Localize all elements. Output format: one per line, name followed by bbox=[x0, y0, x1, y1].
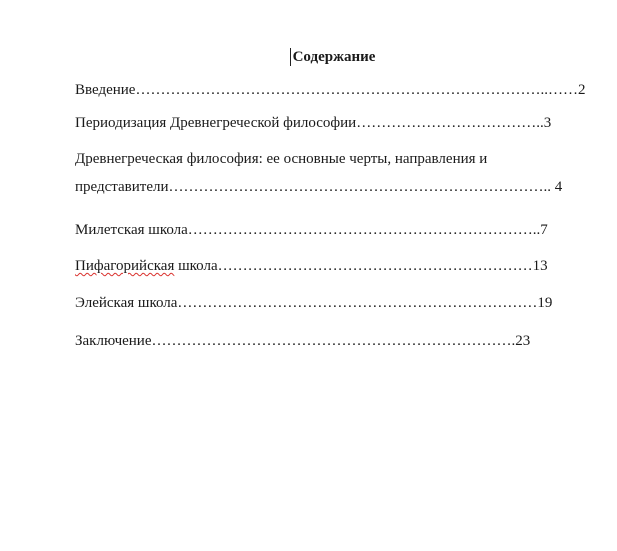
toc-entry-rest: школа………………………………………………………13 bbox=[174, 258, 548, 274]
toc-entry-introduction: Введение………………………………………………………………………..……2 bbox=[75, 82, 586, 98]
toc-entry-periodization: Периодизация Древнегреческой философии………………………………..3 bbox=[75, 115, 552, 131]
toc-entry-conclusion: Заключение……………………………………………………………….23 bbox=[75, 333, 531, 349]
toc-entry-pythagorean-school bbox=[75, 257, 548, 275]
toc-entry-milesian-school: Милетская школа……………………………………………………………..7 bbox=[75, 222, 548, 238]
toc-title: Содержание bbox=[292, 49, 376, 65]
misspelled-word: Пифагорийская bbox=[75, 258, 175, 274]
toc-entry-features-line2: представители………………………………………………………………….. 4 bbox=[75, 179, 563, 195]
toc-entry-eleatic-school: Элейская школа………………………………………………………………19 bbox=[75, 295, 553, 311]
toc-entry-features-line1: Древнегреческая философия: ее основные черты, направления и bbox=[75, 151, 488, 167]
